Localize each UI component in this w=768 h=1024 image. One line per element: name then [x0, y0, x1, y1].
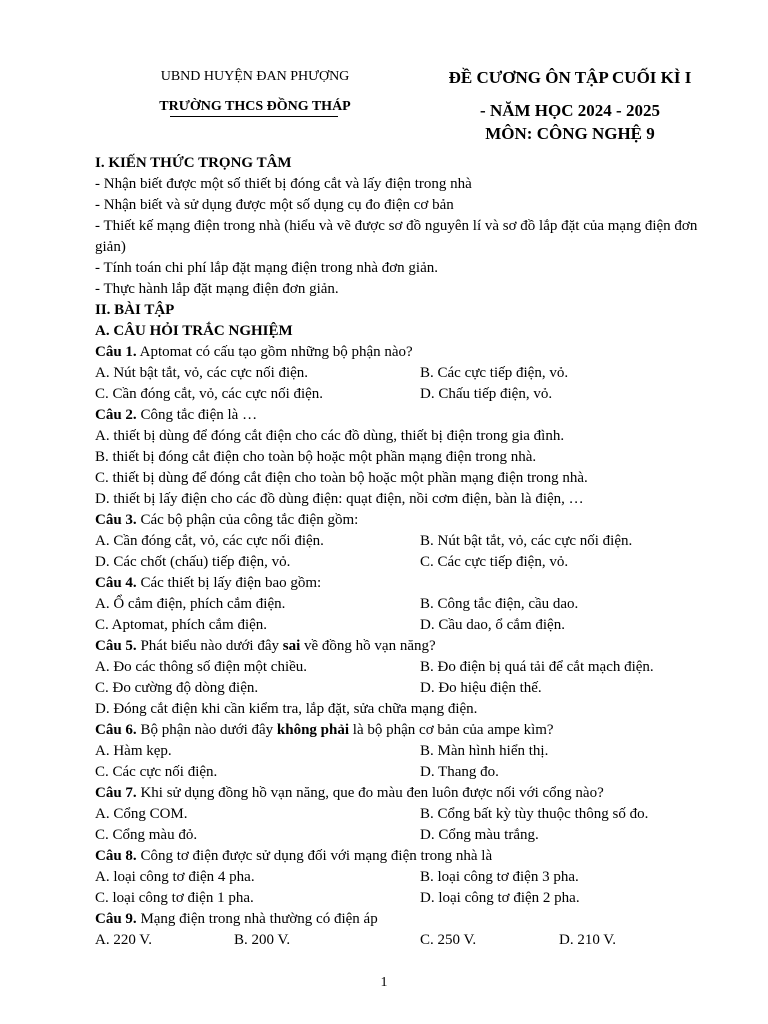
answer-option: A. 220 V. — [95, 932, 152, 948]
section-2-heading: II. BÀI TẬP — [95, 302, 175, 318]
answer-option: A. Cổng COM. — [95, 806, 188, 822]
answer-option: D. Các chốt (chấu) tiếp điện, vỏ. — [95, 554, 291, 570]
answer-option: B. Đo điện bị quá tải để cắt mạch điện. — [420, 659, 654, 675]
answer-option: C. thiết bị dùng để đóng cắt điện cho toàn bộ hoặc một phần mạng điện trong nhà. — [95, 470, 588, 486]
objective-item: - Nhận biết và sử dụng được một số dụng cụ đo điện cơ bản — [95, 197, 454, 213]
answer-option: C. Aptomat, phích cắm điện. — [95, 617, 268, 633]
answer-row — [95, 657, 715, 678]
objective-item: - Tính toán chi phí lắp đặt mạng điện trong nhà đơn giản. — [95, 260, 439, 276]
question-text: Bộ phận nào dưới đây — [136, 722, 277, 738]
objective-item: - Thiết kế mạng điện trong nhà (hiểu và vẽ được sơ đồ nguyên lí và sơ đồ lắp đặt của mạng điện đơn giản) — [95, 218, 698, 255]
answer-option: D. Đóng cắt điện khi cần kiểm tra, lắp đặt, sửa chữa mạng điện. — [95, 701, 478, 717]
question-label: Câu 5. — [95, 638, 137, 654]
question-label: Câu 7. — [95, 785, 137, 801]
document-header — [0, 66, 768, 146]
answer-row — [95, 825, 715, 846]
answer-option: A. Cần đóng cắt, vỏ, các cực nối điện. — [95, 533, 324, 549]
answer-row — [95, 615, 715, 636]
question-text: Aptomat có cấu tạo gồm những bộ phận nào? — [136, 344, 413, 360]
school-name: TRƯỜNG THCS ĐỒNG THÁP — [159, 99, 351, 114]
answer-option: D. thiết bị lấy điện cho các đồ dùng điện: quạt điện, nồi cơm điện, bàn là điện, … — [95, 491, 584, 507]
question-8 — [95, 846, 715, 867]
question-text: Các thiết bị lấy điện bao gồm: — [136, 575, 322, 591]
school-underline — [170, 116, 338, 117]
document-body — [95, 153, 715, 951]
question-4 — [95, 573, 715, 594]
answer-option: B. Màn hình hiển thị. — [420, 743, 549, 759]
answer-row — [95, 762, 715, 783]
answer-row — [95, 930, 715, 951]
question-1 — [95, 342, 715, 363]
question-label: Câu 1. — [95, 344, 137, 360]
answer-option: D. Thang đo. — [420, 764, 499, 780]
question-label: Câu 9. — [95, 911, 137, 927]
question-2 — [95, 405, 715, 426]
answer-option: D. 210 V. — [559, 932, 616, 948]
answer-option: D. Chấu tiếp điện, vỏ. — [420, 386, 553, 402]
answer-option: D. Cầu dao, ổ cắm điện. — [420, 617, 565, 633]
question-3 — [95, 510, 715, 531]
answer-row — [95, 363, 715, 384]
answer-option: A. Ổ cắm điện, phích cắm điện. — [95, 596, 286, 612]
school-year: - NĂM HỌC 2024 - 2025 — [480, 101, 660, 120]
question-6 — [95, 720, 715, 741]
answer-option: C. 250 V. — [420, 932, 477, 948]
answer-row — [95, 594, 715, 615]
question-text: Công tơ điện được sử dụng đối với mạng điện trong nhà là — [136, 848, 493, 864]
answer-row — [95, 888, 715, 909]
multiple-choice-heading: A. CÂU HỎI TRẮC NGHIỆM — [95, 323, 293, 339]
question-text: về đồng hồ vạn năng? — [300, 638, 436, 654]
answer-option: C. loại công tơ điện 1 pha. — [95, 890, 254, 906]
answer-row — [95, 867, 715, 888]
question-label: Câu 4. — [95, 575, 137, 591]
question-label: Câu 2. — [95, 407, 137, 423]
answer-row — [95, 531, 715, 552]
question-9 — [95, 909, 715, 930]
answer-row — [95, 552, 715, 573]
page-number: 1 — [380, 975, 388, 990]
answer-row — [95, 741, 715, 762]
answer-option: C. Đo cường độ dòng điện. — [95, 680, 259, 696]
answer-option: D. loại công tơ điện 2 pha. — [420, 890, 580, 906]
question-text: Mạng điện trong nhà thường có điện áp — [136, 911, 378, 927]
answer-option: A. Hàm kẹp. — [95, 743, 172, 759]
answer-option: A. Nút bật tắt, vỏ, các cực nối điện. — [95, 365, 309, 381]
answer-option: D. Cổng màu trắng. — [420, 827, 539, 843]
question-emphasis: không phải — [276, 722, 350, 738]
question-text: Phát biểu nào dưới đây — [136, 638, 283, 654]
question-text: Các bộ phận của công tắc điện gồm: — [136, 512, 359, 528]
answer-option: C. Các cực nối điện. — [95, 764, 218, 780]
answer-option: B. Nút bật tắt, vỏ, các cực nối điện. — [420, 533, 633, 549]
answer-option: A. loại công tơ điện 4 pha. — [95, 869, 255, 885]
answer-option: C. Các cực tiếp điện, vỏ. — [420, 554, 569, 570]
objective-item: - Thực hành lắp đặt mạng điện đơn giản. — [95, 281, 339, 297]
question-5 — [95, 636, 715, 657]
answer-row — [95, 678, 715, 699]
answer-option: A. thiết bị dùng để đóng cắt điện cho các đồ dùng, thiết bị điện trong gia đình. — [95, 428, 565, 444]
answer-row — [95, 384, 715, 405]
question-text: là bộ phận cơ bản của ampe kìm? — [349, 722, 554, 738]
answer-option: B. thiết bị đóng cắt điện cho toàn bộ hoặc một phần mạng điện trong nhà. — [95, 449, 537, 465]
question-label: Câu 8. — [95, 848, 137, 864]
answer-row — [95, 804, 715, 825]
question-text: Khi sử dụng đồng hồ vạn năng, que đo màu đen luôn được nối với cổng nào? — [136, 785, 604, 801]
section-1-heading: I. KIẾN THỨC TRỌNG TÂM — [95, 155, 292, 171]
answer-option: B. Cổng bất kỳ tùy thuộc thông số đo. — [420, 806, 649, 822]
organization-name: UBND HUYỆN ĐAN PHƯỢNG — [160, 69, 350, 84]
document-title: ĐỀ CƯƠNG ÔN TẬP CUỐI KÌ I — [448, 68, 692, 87]
question-text: Công tắc điện là … — [136, 407, 258, 423]
question-emphasis: sai — [282, 638, 301, 654]
answer-option: A. Đo các thông số điện một chiều. — [95, 659, 308, 675]
answer-option: D. Đo hiệu điện thế. — [420, 680, 542, 696]
objective-item: - Nhận biết được một số thiết bị đóng cắt và lấy điện trong nhà — [95, 176, 472, 192]
answer-option: B. 200 V. — [234, 932, 291, 948]
question-7 — [95, 783, 715, 804]
answer-option: C. Cổng màu đỏ. — [95, 827, 198, 843]
subject-title: MÔN: CÔNG NGHỆ 9 — [485, 124, 655, 143]
answer-option: C. Cần đóng cắt, vỏ, các cực nối điện. — [95, 386, 324, 402]
question-label: Câu 6. — [95, 722, 137, 738]
answer-option: B. Công tắc điện, cầu dao. — [420, 596, 579, 612]
answer-option: B. loại công tơ điện 3 pha. — [420, 869, 579, 885]
question-label: Câu 3. — [95, 512, 137, 528]
answer-option: B. Các cực tiếp điện, vỏ. — [420, 365, 569, 381]
